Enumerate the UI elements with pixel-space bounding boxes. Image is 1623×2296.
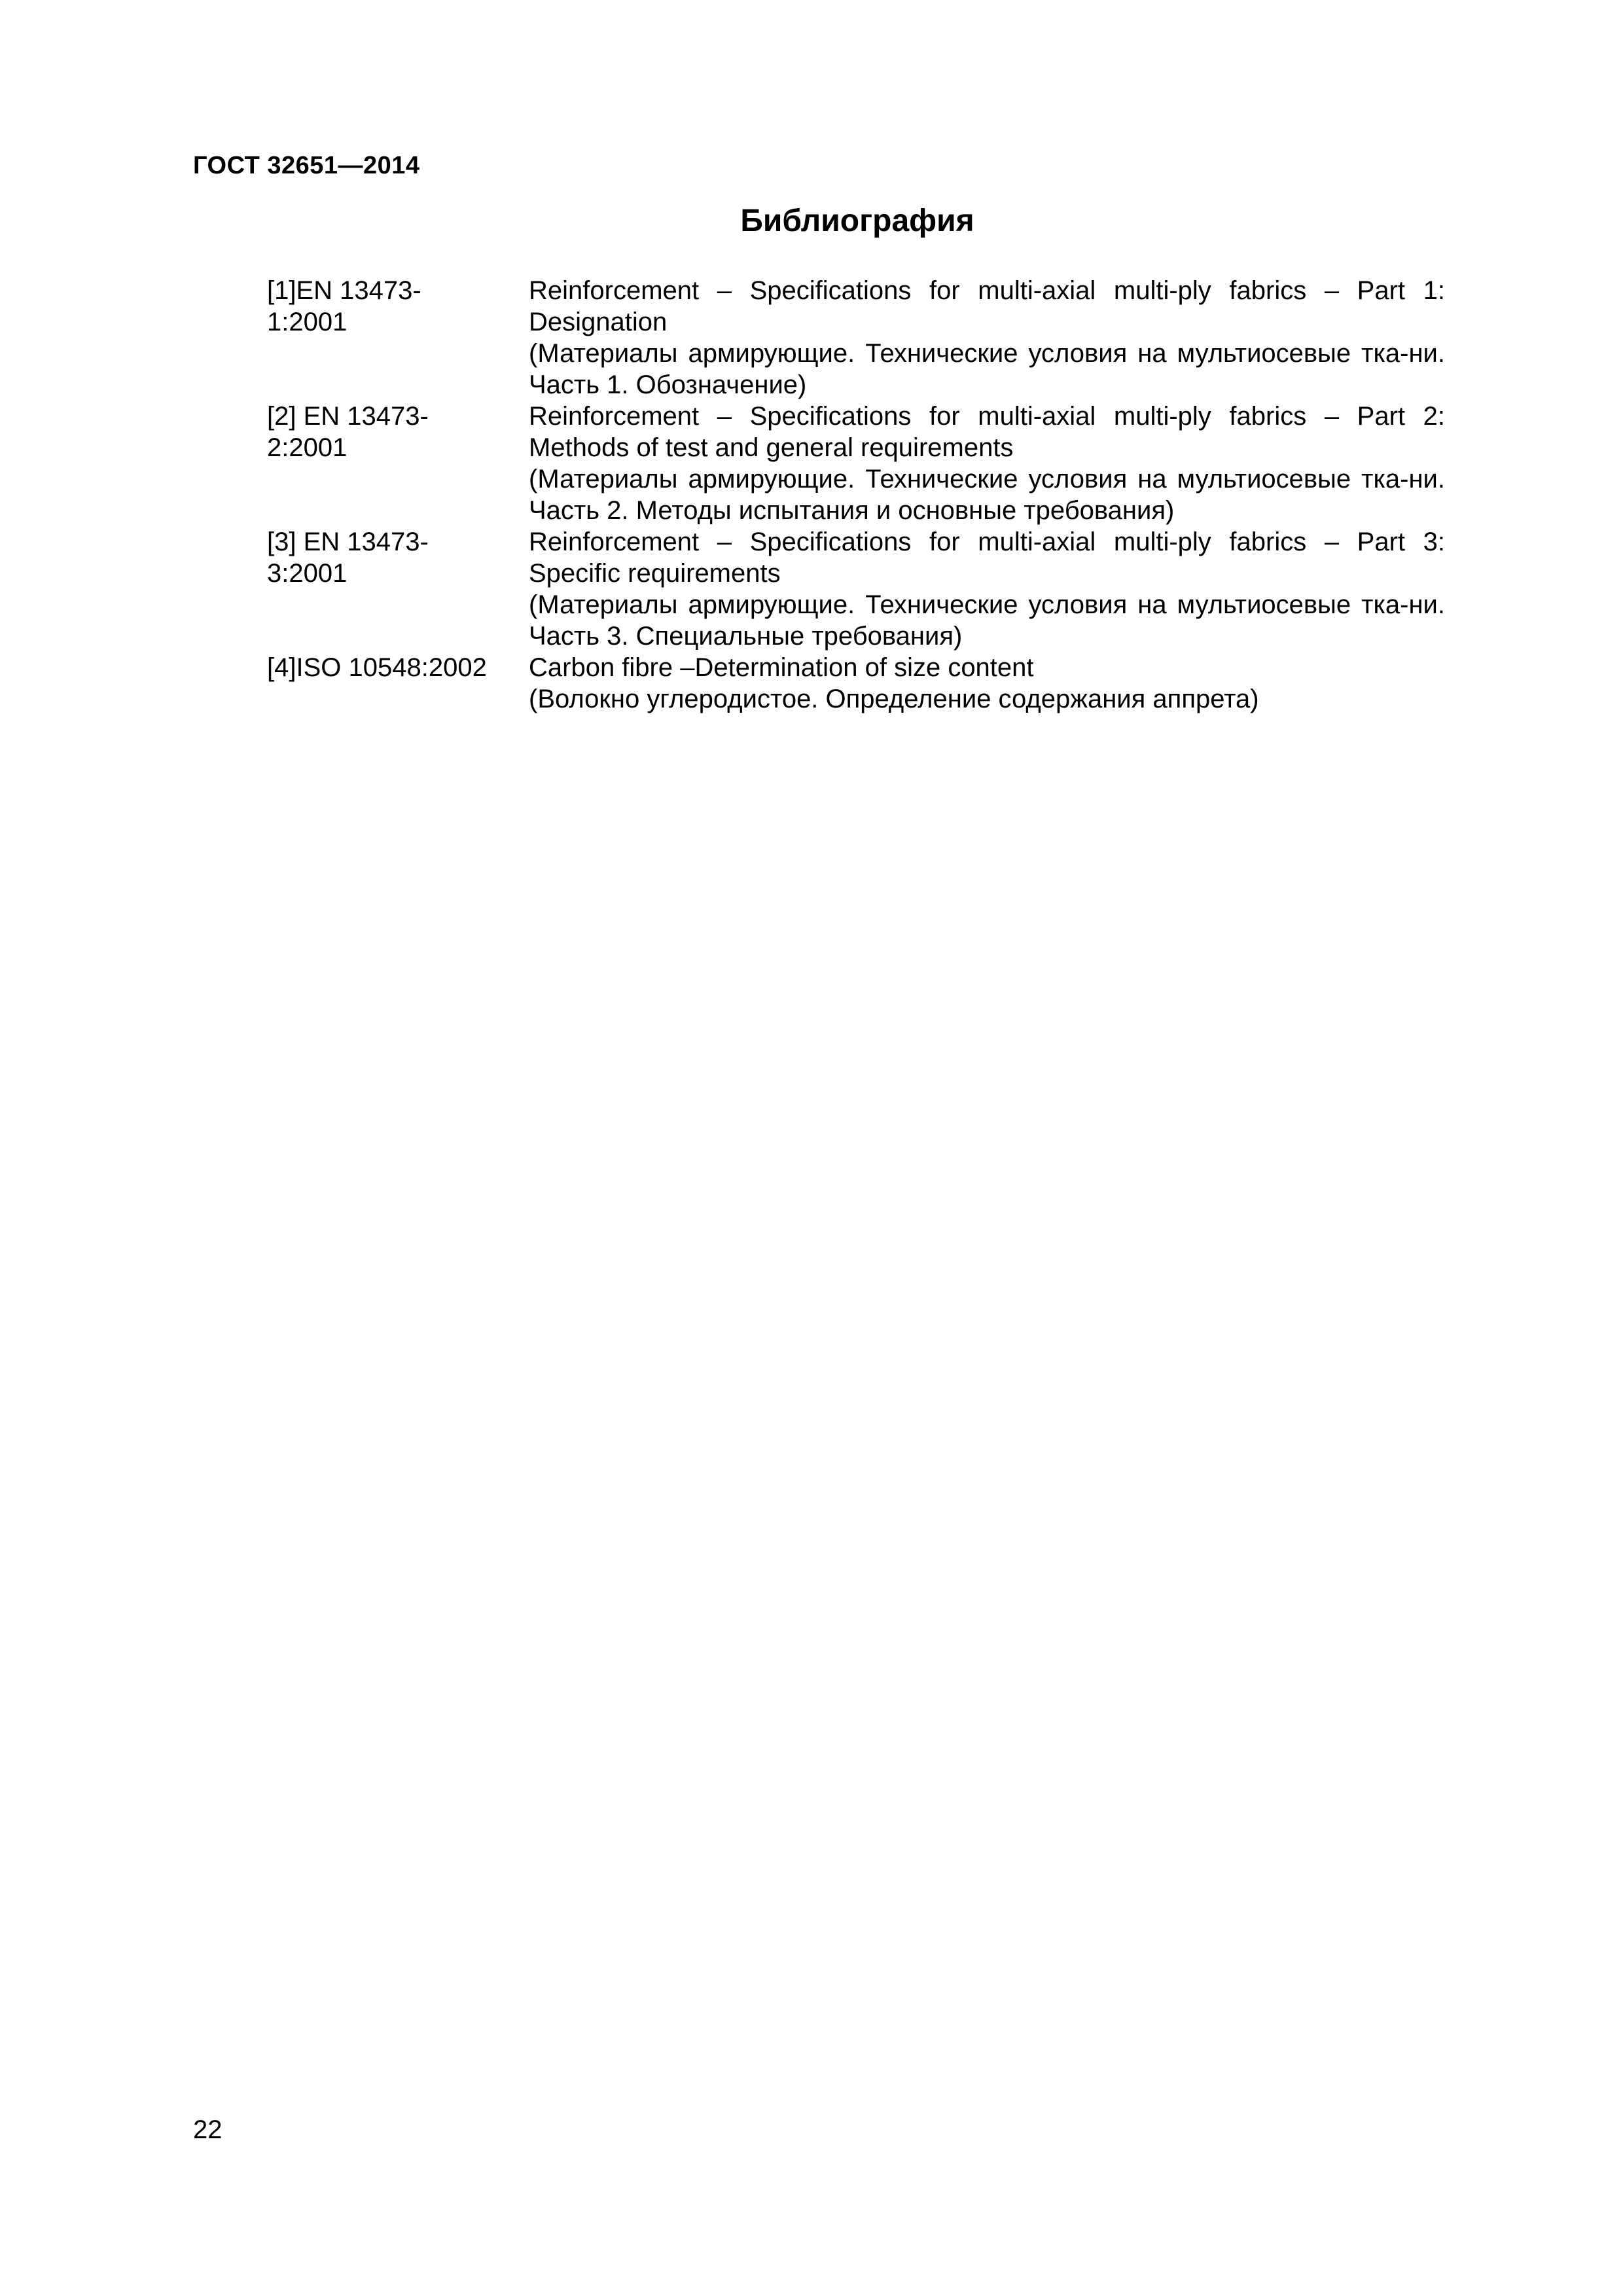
reference-translation: (Волокно углеродистое. Определение содержания аппрета) — [529, 685, 1259, 713]
bibliography-title: Библиография — [740, 204, 974, 238]
reference-title: Reinforcement – Specifications for multi-axial multi-ply fabrics – Part 3: Specific requirements — [529, 528, 1445, 588]
reference-body — [529, 401, 1445, 526]
reference-code: [3] EN 13473- 3:2001 — [267, 528, 429, 588]
bibliography-entry — [267, 275, 1445, 401]
reference-title: Reinforcement – Specifications for multi-axial multi-ply fabrics – Part 1: Designation — [529, 276, 1445, 336]
reference-title: Carbon fibre –Determination of size content — [529, 653, 1034, 682]
page-number: 22 — [193, 2115, 223, 2144]
bibliography-entry — [267, 526, 1445, 652]
reference-body — [529, 275, 1445, 401]
reference-code: [2] EN 13473- 2:2001 — [267, 402, 429, 462]
bibliography-entry — [267, 652, 1445, 715]
standard-header: ГОСТ 32651—2014 — [193, 152, 420, 179]
reference-translation: (Материалы армирующие. Технические условия на мультиосевые тка-ни. Часть 2. Методы испытания и основные требования) — [529, 465, 1445, 525]
reference-code: [4]ISO 10548:2002 — [267, 653, 487, 682]
reference-title: Reinforcement – Specifications for multi-axial multi-ply fabrics – Part 2: Methods of test and general requirements — [529, 402, 1445, 462]
reference-translation: (Материалы армирующие. Технические условия на мультиосевые тка-ни. Часть 3. Специальные требования) — [529, 590, 1445, 651]
bibliography-list — [267, 275, 1445, 715]
reference-translation: (Материалы армирующие. Технические условия на мультиосевые тка-ни. Часть 1. Обозначение) — [529, 339, 1445, 399]
reference-body — [529, 652, 1445, 715]
bibliography-entry — [267, 401, 1445, 526]
reference-code: [1]EN 13473- 1:2001 — [267, 276, 421, 336]
reference-body — [529, 526, 1445, 652]
